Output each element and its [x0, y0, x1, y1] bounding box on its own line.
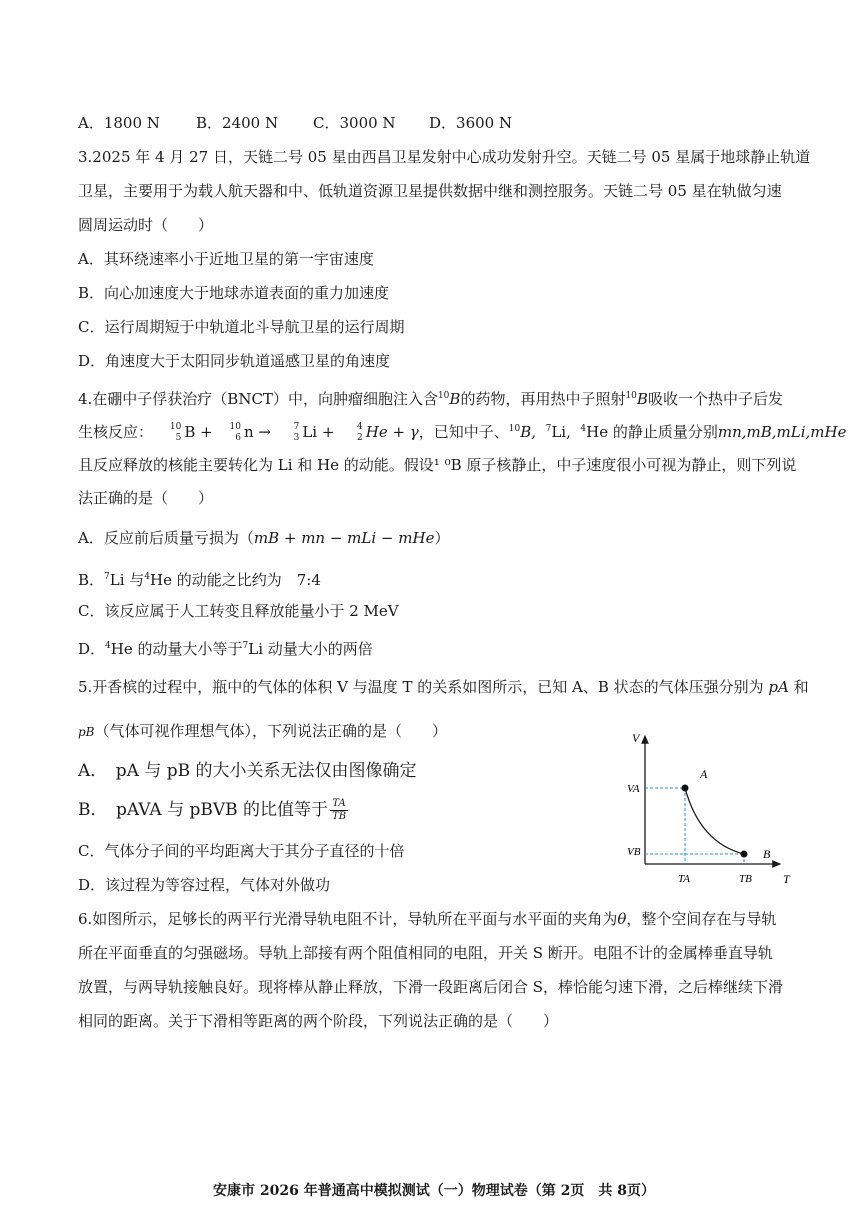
q5-stem-text: 5.开香槟的过程中，瓶中的气体的体积 V 与温度 T 的关系如图所示，已知 A、B 状态的气体压强分别为	[78, 678, 764, 696]
option-text: A．反应前后质量亏损为（	[78, 529, 254, 547]
q4-stem-text: 吸收一个热中子后发	[647, 390, 783, 408]
ta-over-tb-fraction: $\frac{TA}{TB}$	[332, 798, 347, 822]
pressure-a: pA	[768, 678, 789, 696]
option-text: He 的动能之比约为 7:4	[150, 571, 321, 589]
option-text: ）	[434, 529, 450, 547]
nuclide-symbol: n →	[244, 423, 271, 441]
v-axis-label: V	[632, 731, 640, 745]
v-t-graph	[612, 726, 802, 896]
mass-number: 4	[105, 641, 111, 651]
point-b-label: B	[763, 847, 771, 861]
q6-line4: 相同的距离。关于下滑相等距离的两个阶段，下列说法正确的是（ ）	[78, 1012, 559, 1030]
q3-option-b: B．向心加速度大于地球赤道表面的重力加速度	[78, 284, 390, 302]
q5-stem-line1	[78, 677, 809, 697]
nuclide-symbol: Li +	[302, 423, 335, 441]
q4-stem-text: 4.在硼中子俘获治疗（BNCT）中，向肿瘤细胞注入含	[78, 390, 438, 408]
element-symbol: B,	[520, 423, 537, 441]
q4-option-c: C．该反应属于人工转变且释放能量小于 2 MeV	[78, 602, 399, 620]
element-symbol: B	[449, 390, 461, 408]
q6-text: 6.如图所示，足够长的两平行光滑导轨电阻不计，导轨所在平面与水平面的夹角为	[78, 910, 618, 928]
pressure-b: pB	[78, 725, 95, 739]
mass-number: 10	[437, 391, 450, 401]
q6-text: ，整个空间存在与导轨	[626, 910, 777, 928]
point-a-label: A	[700, 767, 708, 781]
q5-option-d: D．该过程为等容过程，气体对外做功	[78, 876, 331, 894]
q3-option-a: A．其环绕速率小于近地卫星的第一宇宙速度	[78, 250, 374, 268]
option-text: D．	[78, 640, 106, 658]
q6-line1	[78, 909, 776, 929]
vb-label: VB	[627, 846, 641, 858]
q2-option-a: A．1800 N	[78, 114, 160, 132]
nuclide-neutron: 10 6	[229, 422, 241, 443]
element-symbol: He 的静止质量分别	[586, 423, 718, 441]
q6-line3: 放置，与两导轨接触良好。现将棒从静止释放，下滑一段距离后闭合 S，棒恰能匀速下滑，之后棒继续下滑	[78, 978, 784, 996]
q3-option-d: D．角速度大于太阳同步轨道遥感卫星的角速度	[78, 352, 391, 370]
mass-number: 7	[545, 424, 552, 434]
mass-number: 4	[580, 424, 587, 434]
mass-number: 7	[242, 641, 249, 651]
q4-option-b	[78, 567, 321, 590]
q2-options	[78, 113, 512, 133]
q4-option-d	[78, 636, 373, 659]
theta-symbol: θ	[617, 910, 627, 928]
mass-list: mn,mB,mLi,mHe	[717, 423, 847, 441]
t-axis-label: T	[783, 872, 790, 886]
mass-number: 7	[104, 572, 110, 582]
ta-label: TA	[678, 873, 691, 885]
option-text: He 的动量大小等于	[110, 640, 243, 658]
va-label: VA	[627, 783, 640, 795]
element-symbol: Li,	[551, 423, 571, 441]
q4-stem-line1	[78, 386, 783, 409]
element-symbol: B	[636, 390, 648, 408]
q5-option-b	[78, 798, 348, 823]
q4-stem-line4: 法正确的是（ ）	[78, 489, 214, 507]
q4-stem-text: 的药物，再用热中子照射	[460, 390, 626, 408]
q4-stem-line3: 且反应释放的核能主要转化为 Li 和 He 的动能。假设¹ ⁰B 原子核静止，中子速度很小可视为静止，则下列说	[78, 456, 797, 474]
q6-line2: 所在平面垂直的匀强磁场。导轨上部接有两个阻值相同的电阻，开关 S 断开。电阻不计的金属棒垂直导轨	[78, 944, 773, 962]
q3-stem-line3: 圆周运动时（ ）	[78, 216, 214, 234]
option-text: B． pAVA 与 pBVB 的比值等于	[78, 800, 329, 820]
q5-stem-line2	[78, 721, 447, 742]
q5-stem-text: （气体可视作理想气体），下列说法正确的是（ ）	[94, 722, 448, 740]
q3-option-c: C．运行周期短于中轨道北斗导航卫星的运行周期	[78, 318, 405, 336]
option-text: Li 与	[109, 571, 145, 589]
q2-option-d: D．3600 N	[429, 114, 513, 132]
q5-stem-text: 和	[793, 678, 809, 696]
nuclide-symbol: B +	[184, 423, 213, 441]
q2-option-b: B．2400 N	[196, 114, 279, 132]
nuclide-symbol: He + γ	[365, 423, 419, 441]
option-text: B．	[78, 571, 105, 589]
state-b-point	[741, 851, 748, 858]
nuclide-boron: 10 5	[169, 422, 182, 443]
mass-number: 10	[508, 424, 521, 434]
q2-option-c: C．3000 N	[313, 114, 396, 132]
q5-option-a: A． pA 与 pB 的大小关系无法仅由图像确定	[78, 761, 417, 781]
q3-stem-line1: 3.2025 年 4 月 27 日，天链二号 05 星由西昌卫星发射中心成功发射升空。天链二号 05 星属于地球静止轨道	[78, 148, 811, 166]
nuclide-lithium: 7 3	[293, 422, 300, 443]
q4-known-text: ，已知中子、	[418, 423, 509, 441]
q5-option-c: C．气体分子间的平均距离大于其分子直径的十倍	[78, 842, 405, 860]
mass-number: 4	[144, 572, 151, 582]
q4-reaction-line	[78, 419, 846, 443]
page-footer: 安康市 2026 年普通高中模拟测试（一）物理试卷（第 2页 共 8页）	[213, 1183, 655, 1199]
tb-label: TB	[739, 873, 752, 885]
process-curve	[685, 788, 744, 854]
q3-stem-line2: 卫星，主要用于为载人航天器和中、低轨道资源卫星提供数据中继和测控服务。天链二号 05 星在轨做匀速	[78, 182, 782, 200]
option-text: Li 动量大小的两倍	[248, 640, 373, 658]
state-a-point	[682, 785, 689, 792]
q4-option-a	[78, 528, 449, 548]
reaction-label: 生核反应：	[78, 423, 154, 441]
nuclide-helium: 4 2	[357, 422, 363, 443]
mass-defect-expression: mB + mn − mLi − mHe	[253, 529, 435, 547]
mass-number: 10	[625, 391, 637, 401]
